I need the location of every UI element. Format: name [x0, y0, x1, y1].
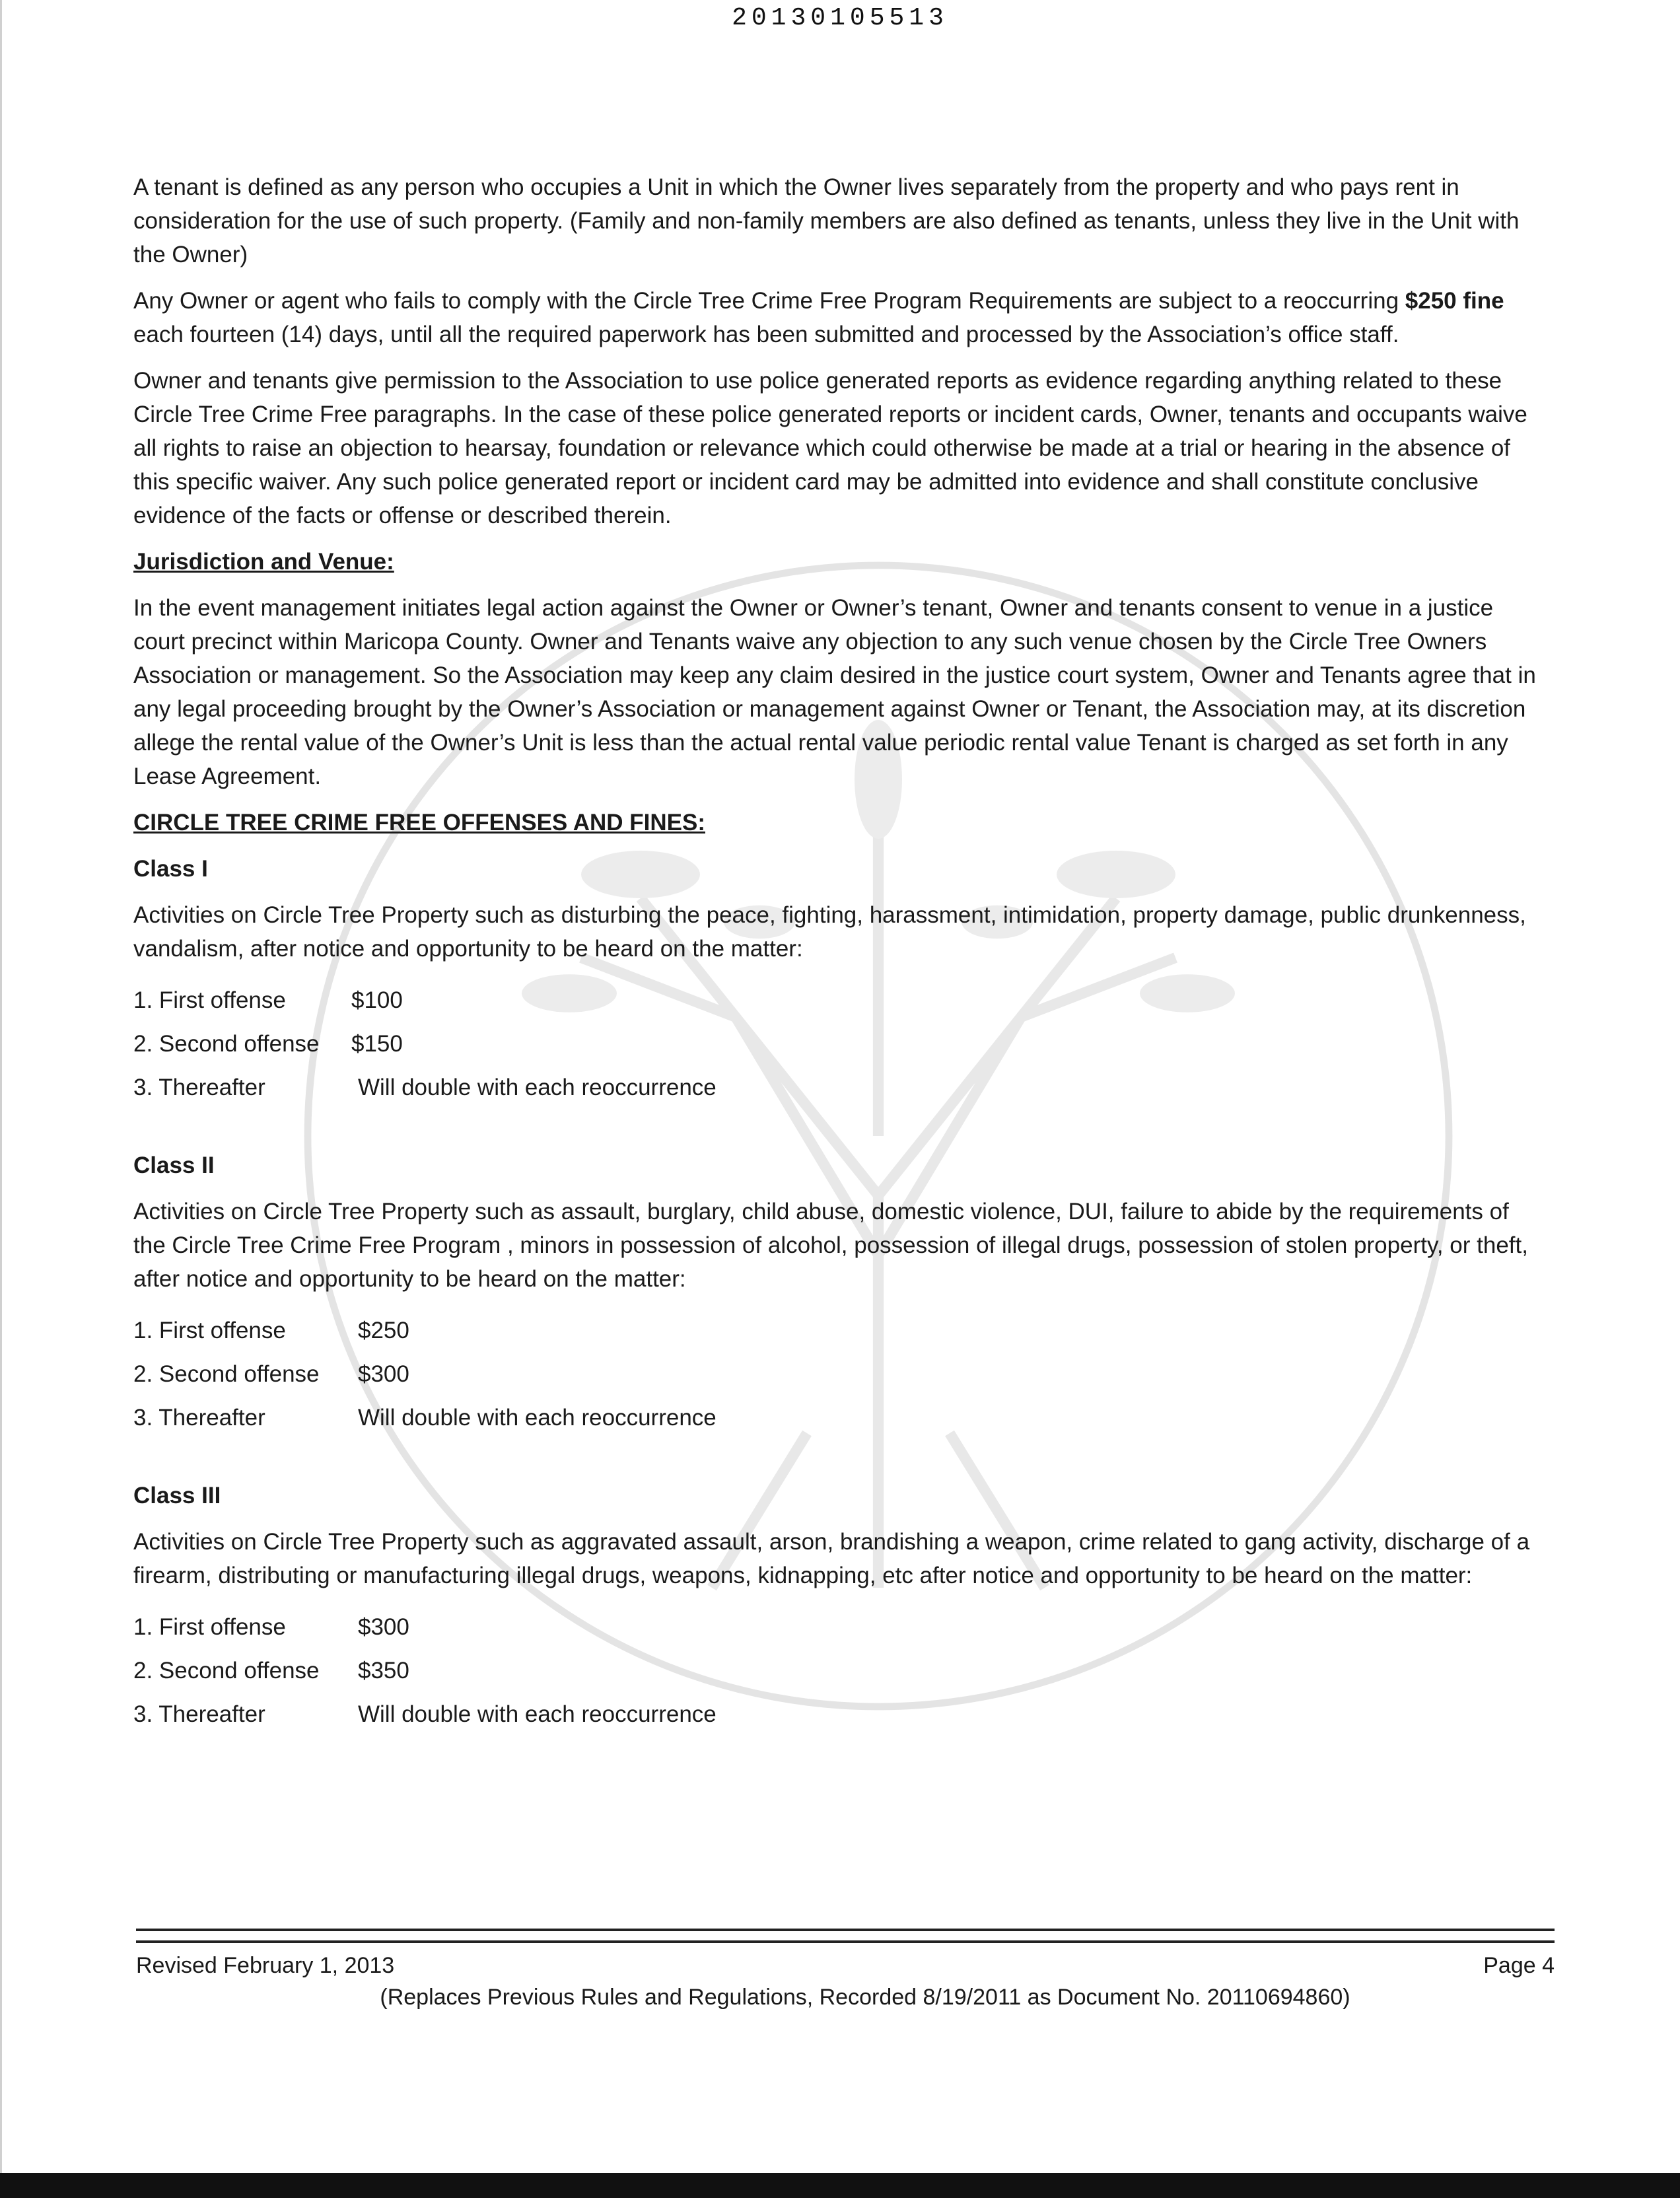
jurisdiction-heading: Jurisdiction and Venue: — [133, 549, 394, 575]
fine-row — [133, 1352, 1539, 1396]
fine-amount: $150 — [351, 1030, 403, 1057]
fine-label: 3. Thereafter — [133, 1074, 265, 1100]
fine-amount: $300 — [358, 1361, 409, 1387]
fine-label: 2. Second offense — [133, 1030, 320, 1057]
fine-rest-text: each fourteen (14) days, until all the required paperwork has been submitted and processed by the Association’s office staff. — [133, 322, 1399, 347]
document-body — [133, 170, 1539, 1736]
class-title: Class III — [133, 1483, 221, 1508]
fine-label: 1. First offense — [133, 987, 286, 1013]
fine-row — [133, 1648, 1539, 1692]
fine-amount: $250 — [358, 1317, 409, 1343]
class-description: Activities on Circle Tree Property such as aggravated assault, arson, brandishing a weapon, crime related to gang activity, discharge of a firearm, distributing or manufacturing illegal drugs, weapons, kidnapping, etc after notice and opportunity to be heard on the matter: — [133, 1529, 1530, 1588]
fine-label: 2. Second offense — [133, 1361, 320, 1387]
class-title: Class II — [133, 1152, 215, 1178]
fine-row — [133, 978, 1539, 1022]
fine-label: 2. Second offense — [133, 1657, 320, 1684]
fine-label: 3. Thereafter — [133, 1404, 265, 1431]
footer-row — [136, 1950, 1555, 1981]
replaces-note: (Replaces Previous Rules and Regulations, Recorded 8/19/2011 as Document No. 20110694860) — [380, 1985, 1350, 2010]
page-number: Page 4 — [1483, 1953, 1555, 1978]
fine-amount: $350 — [358, 1657, 409, 1684]
police-reports-paragraph: Owner and tenants give permission to the Association to use police generated reports as evidence regarding anything related to these Circle Tree Crime Free paragraphs. In the case of these police generated reports or incident cards, Owner, tenants and occupants waive all rights to raise an objection to hearsay, foundation or relevance which could otherwise be made at a trial or hearing in the absence of this specific waiver. Any such police generated report or incident card may be admitted into evidence and shall constitute conclusive evidence of the facts or offense or described therein. — [133, 368, 1527, 528]
page-footer — [136, 1929, 1555, 2013]
jurisdiction-paragraph: In the event management initiates legal action against the Owner or Owner’s tenant, Owner and tenants consent to venue in a justice court precinct within Maricopa County. Owner and Tenants waive any objection to any such venue chosen by the Circle Tree Owners Association or management. So the Association may keep any claim desired in the justice court system, Owner and Tenants agree that in any legal proceeding brought by the Owner’s Association or management against Owner or Tenant, the Association may, at its discretion allege the rental value of the Owner’s Unit is less than the actual rental value periodic rental value Tenant is charged as set forth in any Lease Agreement. — [133, 595, 1536, 789]
fine-intro-text: Any Owner or agent who fails to comply with the Circle Tree Crime Free Program Requirements are subject to a reoccurring — [133, 288, 1399, 314]
fine-label: 1. First offense — [133, 1613, 286, 1640]
fine-row — [133, 1065, 1539, 1109]
fine-label: 1. First offense — [133, 1317, 286, 1343]
fine-paragraph — [133, 284, 1539, 351]
fine-schedule — [133, 1605, 1539, 1736]
fine-amount: Will double with each reoccurrence — [358, 1074, 717, 1100]
class-title: Class I — [133, 856, 208, 882]
fine-schedule — [133, 1308, 1539, 1439]
fine-row — [133, 1396, 1539, 1439]
fine-label: 3. Thereafter — [133, 1701, 265, 1727]
fine-row — [133, 1022, 1539, 1065]
recording-number: 20130105513 — [732, 4, 948, 32]
fine-row — [133, 1605, 1539, 1648]
fine-amount: $300 — [358, 1613, 409, 1640]
fine-amount: $100 — [351, 987, 403, 1013]
offense-class-2 — [133, 1149, 1539, 1439]
scan-bottom-edge — [0, 2173, 1680, 2198]
offense-class-1 — [133, 852, 1539, 1109]
fine-schedule — [133, 978, 1539, 1109]
revised-date: Revised February 1, 2013 — [136, 1953, 395, 1978]
offenses-heading: CIRCLE TREE CRIME FREE OFFENSES AND FINES: — [133, 810, 705, 835]
class-description: Activities on Circle Tree Property such as disturbing the peace, fighting, harassment, intimidation, property damage, public drunkenness, vandalism, after notice and opportunity to be heard on the matter: — [133, 902, 1526, 962]
fine-amount: Will double with each reoccurrence — [358, 1404, 717, 1431]
fine-row — [133, 1692, 1539, 1736]
fine-row — [133, 1308, 1539, 1352]
tenant-definition-paragraph: A tenant is defined as any person who occupies a Unit in which the Owner lives separately from the property and who pays rent in consideration for the use of such property. (Family and non-family members are also defined as tenants, unless they live in the Unit with the Owner) — [133, 174, 1520, 267]
scan-left-edge — [0, 0, 2, 2198]
class-description: Activities on Circle Tree Property such as assault, burglary, child abuse, domestic violence, DUI, failure to abide by the requirements of the Circle Tree Crime Free Program , minors in possession of alcohol, possession of illegal drugs, possession of stolen property, or theft, after notice and opportunity to be heard on the matter: — [133, 1199, 1528, 1292]
fine-amount: Will double with each reoccurrence — [358, 1701, 717, 1727]
footer-double-rule — [136, 1929, 1555, 1943]
fine-amount: $250 fine — [1405, 288, 1504, 314]
offense-class-3 — [133, 1479, 1539, 1736]
